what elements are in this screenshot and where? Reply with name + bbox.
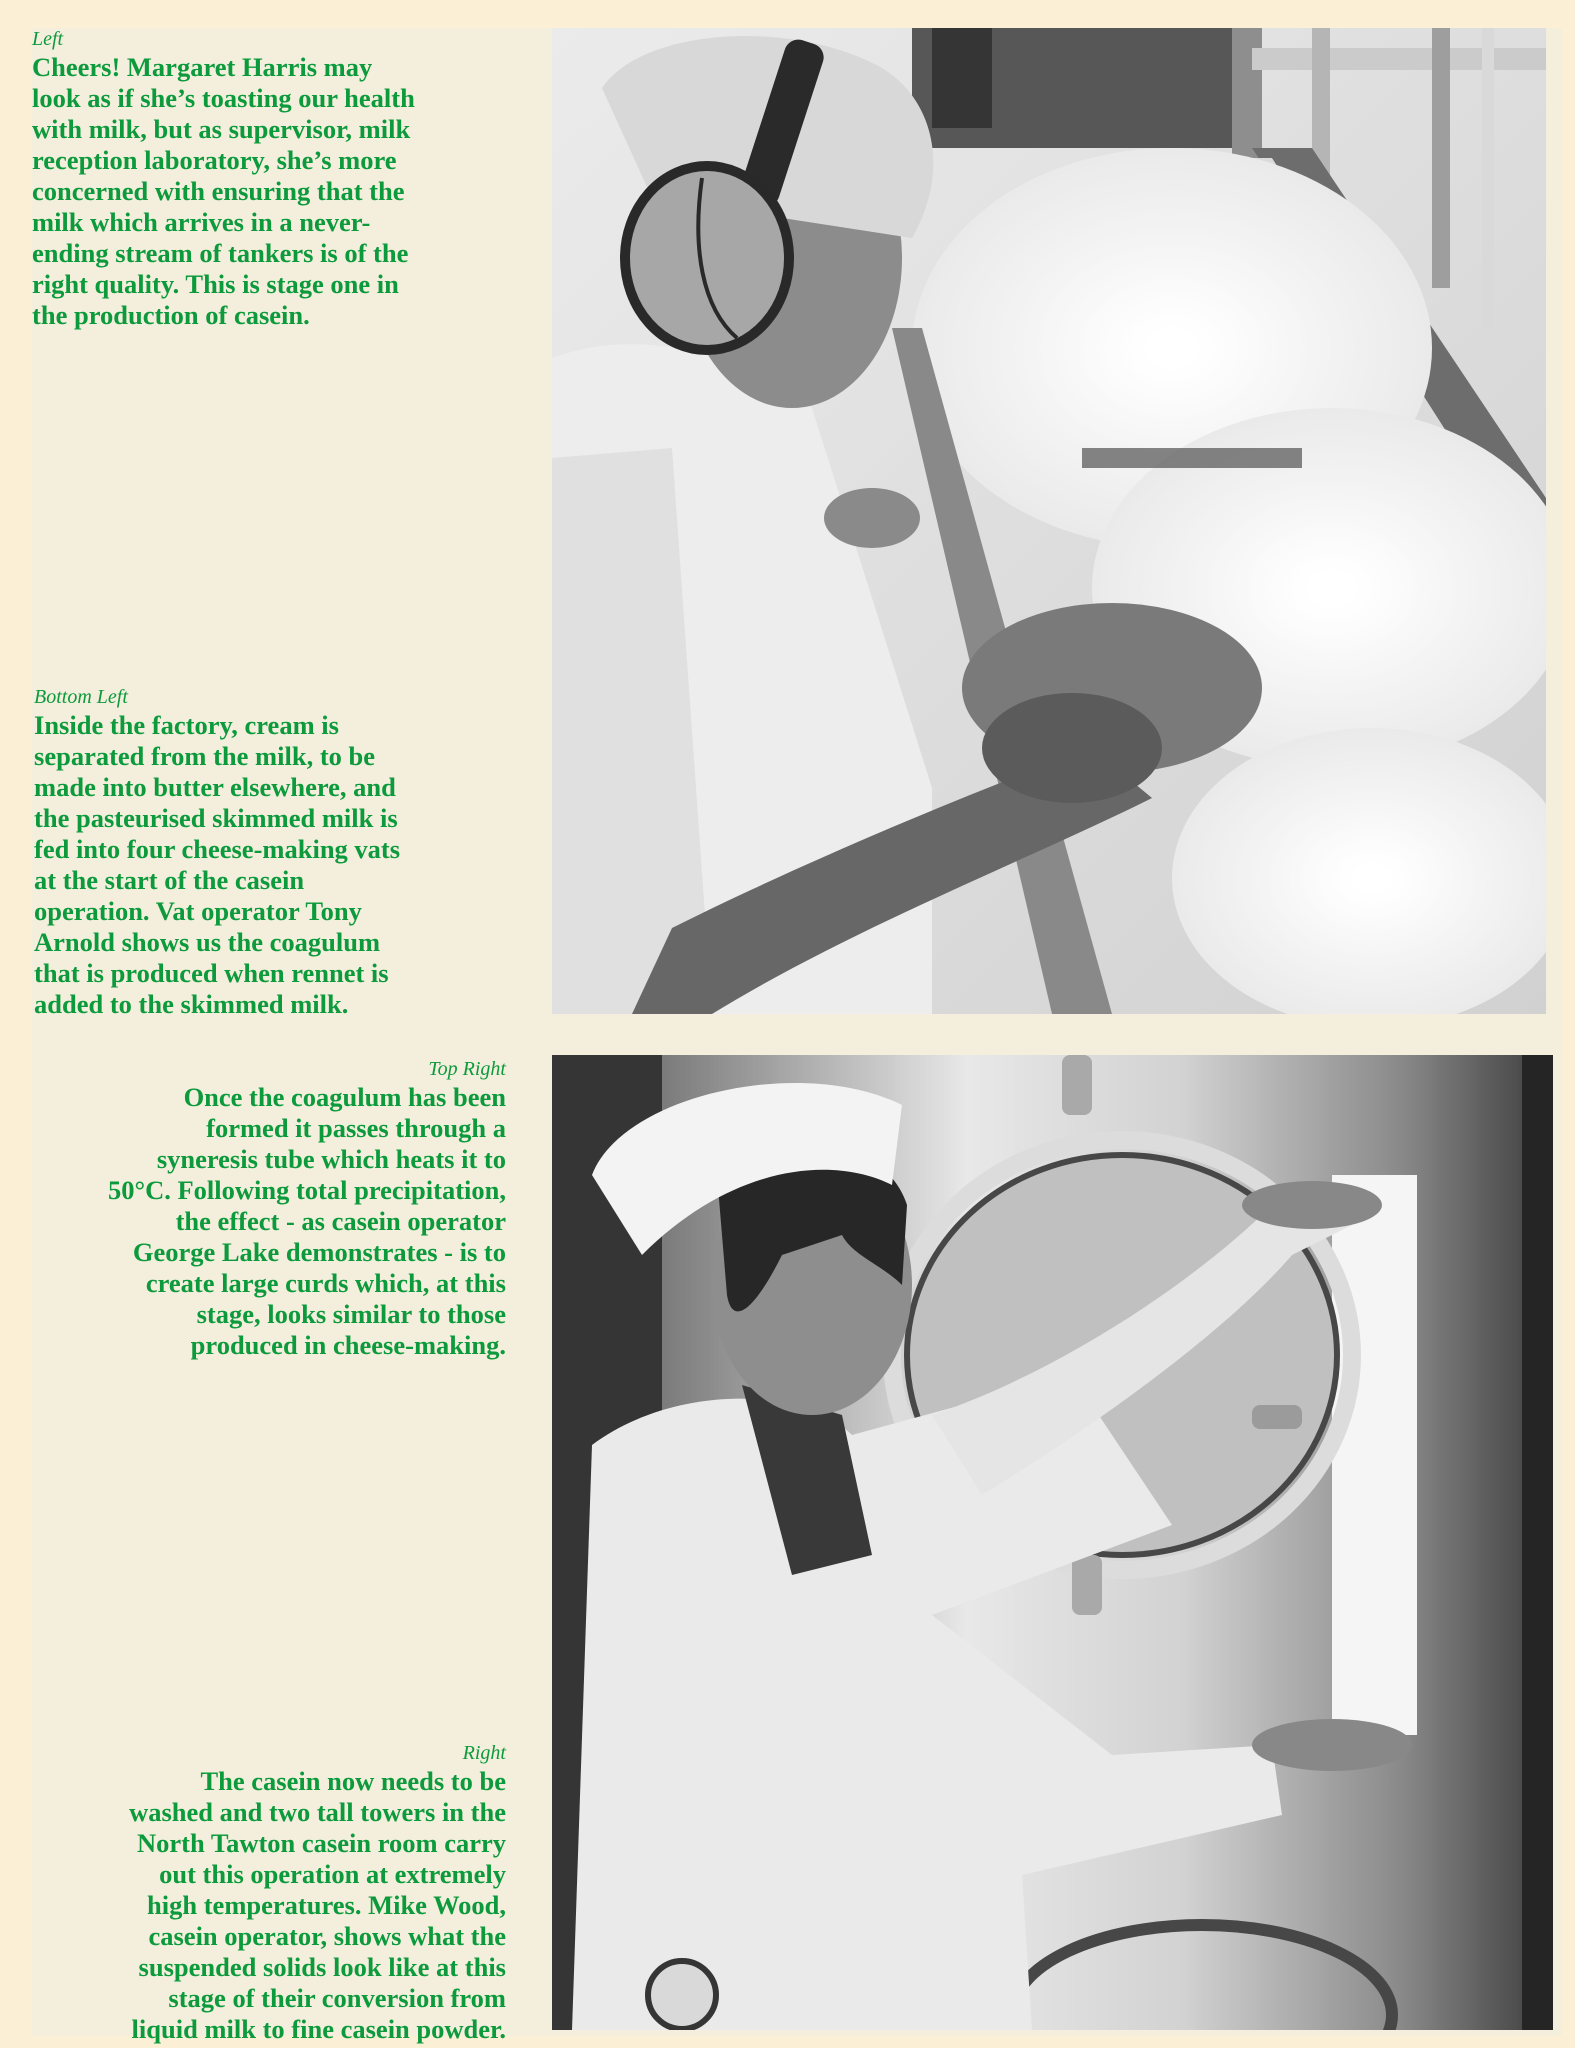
caption-line: liquid milk to fine casein powder. [131, 2014, 506, 2044]
caption-top-right [30, 1058, 506, 1361]
caption-line: North Tawton casein room carry [136, 1828, 506, 1858]
caption-line: look as if she’s toasting our health [32, 83, 415, 113]
caption-line: operation. Vat operator Tony [34, 896, 362, 926]
caption-line: the production of casein. [32, 300, 310, 330]
caption-line: Arnold shows us the coagulum [34, 927, 381, 957]
caption-line: Cheers! Margaret Harris may [32, 52, 373, 82]
caption-right [30, 1742, 506, 2045]
caption-line: separated from the milk, to be [34, 741, 376, 771]
caption-line: added to the skimmed milk. [34, 989, 349, 1019]
caption-line: create large curds which, at this [145, 1268, 506, 1298]
caption-body [34, 710, 514, 1020]
casein-operator-illustration [552, 1055, 1553, 2030]
caption-line: 50°C. Following total precipitation, [107, 1175, 506, 1205]
caption-line: Once the coagulum has been [183, 1082, 506, 1112]
vat-operator-photo [552, 28, 1546, 1014]
caption-left [32, 28, 512, 331]
caption-line: casein operator, shows what the [148, 1921, 506, 1951]
caption-line: fed into four cheese-making vats [34, 834, 401, 864]
caption-line: Inside the factory, cream is [34, 710, 339, 740]
caption-line: the pasteurised skimmed milk is [34, 803, 398, 833]
caption-kicker: Left [32, 28, 64, 50]
caption-line: stage, looks similar to those [196, 1299, 506, 1329]
caption-line: high temperatures. Mike Wood, [147, 1890, 506, 1920]
caption-line: formed it passes through a [206, 1113, 506, 1143]
caption-bottom-left [34, 686, 514, 1020]
caption-line: that is produced when rennet is [34, 958, 389, 988]
caption-line: suspended solids look like at this [138, 1952, 506, 1982]
caption-body [32, 52, 512, 331]
caption-line: made into butter elsewhere, and [34, 772, 396, 802]
caption-kicker: Top Right [428, 1058, 506, 1080]
caption-line: The casein now needs to be [200, 1766, 506, 1796]
caption-body [30, 1082, 506, 1361]
caption-line: the effect - as casein operator [175, 1206, 506, 1236]
caption-body [30, 1766, 506, 2045]
caption-kicker: Bottom Left [34, 686, 128, 708]
caption-line: George Lake demonstrates - is to [132, 1237, 506, 1267]
caption-line: ending stream of tankers is of the [32, 238, 409, 268]
casein-operator-photo [552, 1055, 1553, 2030]
caption-line: washed and two tall towers in the [129, 1797, 506, 1827]
caption-kicker: Right [462, 1742, 506, 1764]
caption-line: stage of their conversion from [168, 1983, 506, 2013]
caption-line: with milk, but as supervisor, milk [32, 114, 411, 144]
caption-line: right quality. This is stage one in [32, 269, 399, 299]
caption-line: at the start of the casein [34, 865, 305, 895]
caption-line: milk which arrives in a never- [32, 207, 371, 237]
caption-line: out this operation at extremely [159, 1859, 506, 1889]
caption-line: reception laboratory, she’s more [32, 145, 397, 175]
caption-line: concerned with ensuring that the [32, 176, 405, 206]
vat-operator-illustration [552, 28, 1546, 1014]
caption-line: produced in cheese-making. [190, 1330, 506, 1360]
caption-line: syneresis tube which heats it to [156, 1144, 506, 1174]
